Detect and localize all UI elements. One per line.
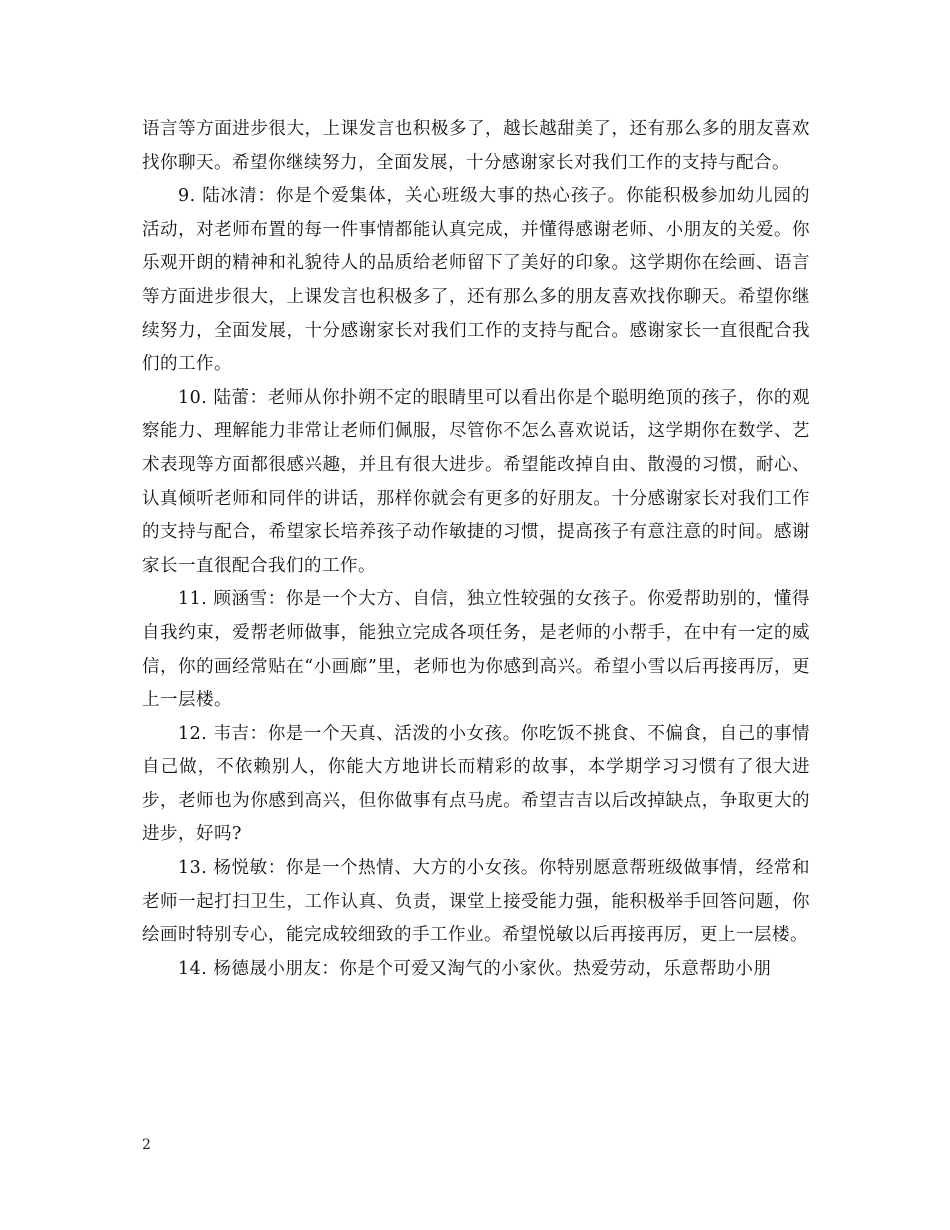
paragraph-item-14: 14. 杨德晟小朋友：你是个可爱又淘气的小家伙。热爱劳动，乐意帮助小朋: [178, 958, 772, 979]
document-body: [142, 113, 810, 986]
paragraph-item-9: 9. 陆冰清：你是个爱集体，关心班级大事的热心孩子。你能积极参加幼儿园的活动，对老师布置的每一件事情都能认真完成，并懂得感谢老师、小朋友的关爱。你乐观开朗的精神和礼貌待人的品质给老师留下了美好的印象。这学期你在绘画、语言等方面进步很大，上课发言也积极多了，还有那么多的朋友喜欢找你聊天。希望你继续努力，全面发展，十分感谢家长对我们工作的支持与配合。感谢家长一直很配合我们的工作。: [142, 186, 810, 375]
paragraph-continuation: 语言等方面进步很大，上课发言也积极多了，越长越甜美了，还有那么多的朋友喜欢找你聊天。希望你继续努力，全面发展，十分感谢家长对我们工作的支持与配合。: [142, 119, 810, 173]
paragraph-item-11: 11. 顾涵雪：你是一个大方、自信，独立性较强的女孩子。你爱帮助别的，懂得自我约束，爱帮老师做事，能独立完成各项任务，是老师的小帮手，在中有一定的威信，你的画经常贴在“小画廊”里，老师也为你感到高兴。希望小雪以后再接再厉，更上一层楼。: [142, 589, 810, 711]
paragraph-item-12: 12. 韦吉：你是一个天真、活泼的小女孩。你吃饭不挑食、不偏食，自己的事情自己做，不依赖别人，你能大方地讲长而精彩的故事，本学期学习习惯有了很大进步，老师也为你感到高兴，但你做事有点马虎。希望吉吉以后改掉缺点，争取更大的进步，好吗?: [142, 723, 810, 845]
paragraph-item-13: 13. 杨悦敏：你是一个热情、大方的小女孩。你特别愿意帮班级做事情，经常和老师一起打扫卫生，工作认真、负责，课堂上接受能力强，能积极举手回答问题，你绘画时特别专心，能完成较细致的手工作业。希望悦敏以后再接再厉，更上一层楼。: [142, 858, 810, 946]
page-number: 2: [142, 1137, 151, 1153]
paragraph-item-10: 10. 陆蕾：老师从你扑朔不定的眼睛里可以看出你是个聪明绝顶的孩子，你的观察能力、理解能力非常让老师们佩服，尽管你不怎么喜欢说话，这学期你在数学、艺术表现等方面都很感兴趣，并且有很大进步。希望能改掉自由、散漫的习惯，耐心、认真倾听老师和同伴的讲话，那样你就会有更多的好朋友。十分感谢家长对我们工作的支持与配合，希望家长培养孩子动作敏捷的习惯，提高孩子有意注意的时间。感谢家长一直很配合我们的工作。: [142, 387, 810, 576]
